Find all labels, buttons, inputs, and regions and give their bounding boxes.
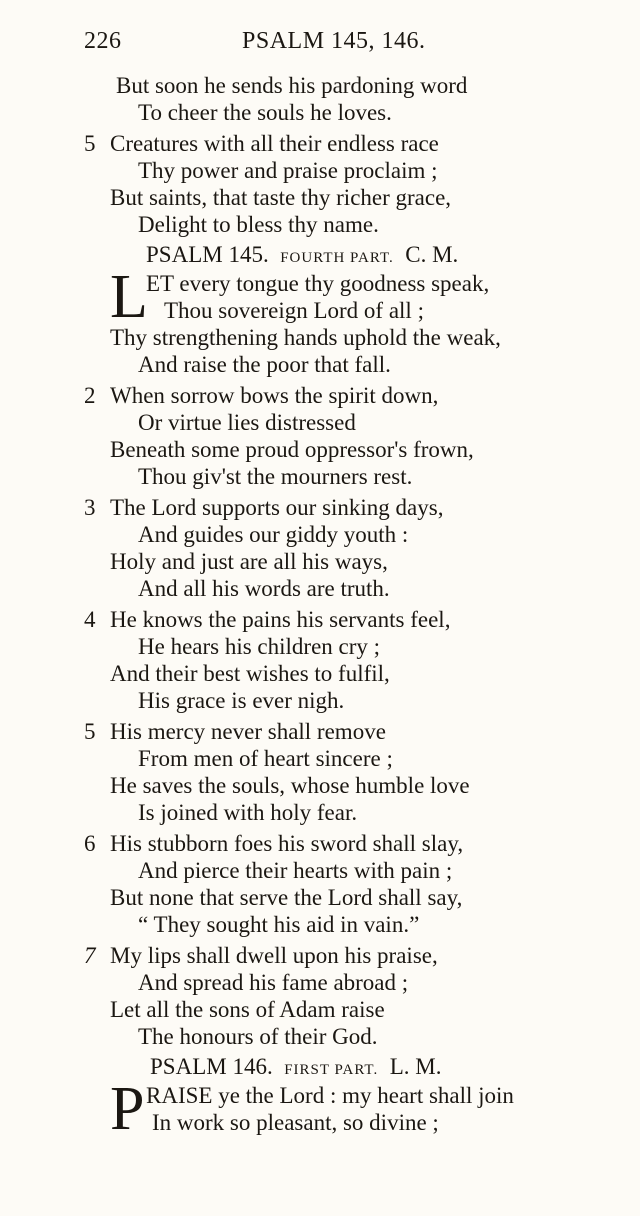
- verse-line: His mercy never shall remove: [110, 719, 386, 744]
- stanza-number: 6: [84, 831, 96, 856]
- verse-line: ET every tongue thy goodness speak,: [146, 271, 490, 296]
- verse-line: And their best wishes to fulfil,: [110, 661, 390, 686]
- verse-line: But soon he sends his pardoning word: [116, 73, 468, 98]
- verse-line: Creatures with all their endless race: [110, 131, 439, 156]
- stanza-number: 7: [84, 943, 96, 968]
- verse-line: Thou giv'st the mourners rest.: [138, 464, 413, 489]
- verse-line: His stubborn foes his sword shall slay,: [110, 831, 464, 856]
- verse-line: Thou sovereign Lord of all ;: [164, 298, 424, 323]
- verse-line: My lips shall dwell upon his praise,: [110, 943, 438, 968]
- psalm-title: PSALM 145.: [146, 242, 269, 267]
- running-title: PSALM 145, 146.: [242, 28, 426, 54]
- verse-line: Holy and just are all his ways,: [110, 549, 388, 574]
- psalm-part: FIRST PART.: [284, 1062, 379, 1078]
- psalm-heading: [146, 241, 458, 272]
- verse-line: But saints, that taste thy richer grace,: [110, 185, 452, 210]
- verse-line: Or virtue lies distressed: [138, 410, 356, 435]
- verse-line: Thy strengthening hands uphold the weak,: [110, 325, 501, 350]
- verse-line: Delight to bless thy name.: [138, 212, 379, 237]
- page-number: 226: [84, 28, 122, 54]
- verse-line: And spread his fame abroad ;: [138, 970, 409, 995]
- stanza-number: 2: [84, 383, 96, 408]
- psalm-title: PSALM 146.: [150, 1054, 273, 1079]
- verse-line: And pierce their hearts with pain ;: [138, 858, 453, 883]
- verse-line: And all his words are truth.: [138, 576, 390, 601]
- verse-line: But none that serve the Lord shall say,: [110, 885, 463, 910]
- stanza-number: 5: [84, 719, 96, 744]
- verse-line: From men of heart sincere ;: [138, 746, 393, 771]
- stanza-number: 4: [84, 607, 96, 632]
- verse-line: He knows the pains his servants feel,: [110, 607, 451, 632]
- verse-line: When sorrow bows the spirit down,: [110, 383, 439, 408]
- verse-line: “ They sought his aid in vain.”: [138, 912, 420, 937]
- psalm-heading: [150, 1053, 441, 1084]
- verse-line: The honours of their God.: [138, 1024, 378, 1049]
- drop-cap: L: [110, 263, 148, 331]
- psalm-part: FOURTH PART.: [280, 250, 394, 266]
- page-header: [84, 28, 554, 62]
- verse-line: Let all the sons of Adam raise: [110, 997, 385, 1022]
- verse-line: RAISE ye the Lord : my heart shall join: [146, 1083, 514, 1108]
- stanza-number: 3: [84, 495, 96, 520]
- verse-line: And guides our giddy youth :: [138, 522, 409, 547]
- verse-line: He hears his children cry ;: [138, 634, 381, 659]
- verse-line: He saves the souls, whose humble love: [110, 773, 470, 798]
- stanza-number: 5: [84, 131, 96, 156]
- verse-line: Beneath some proud oppressor's frown,: [110, 437, 474, 462]
- verse-line: His grace is ever nigh.: [138, 688, 345, 713]
- verse-line: And raise the poor that fall.: [138, 352, 391, 377]
- psalm-meter: L. M.: [389, 1054, 442, 1079]
- verse-line: In work so pleasant, so divine ;: [152, 1110, 439, 1135]
- verse-line: Thy power and praise proclaim ;: [138, 158, 438, 183]
- verse-line: To cheer the souls he loves.: [138, 100, 392, 125]
- psalm-meter: C. M.: [405, 242, 459, 267]
- verse-line: Is joined with holy fear.: [138, 800, 358, 825]
- drop-cap: P: [110, 1075, 145, 1143]
- verse-line: The Lord supports our sinking days,: [110, 495, 444, 520]
